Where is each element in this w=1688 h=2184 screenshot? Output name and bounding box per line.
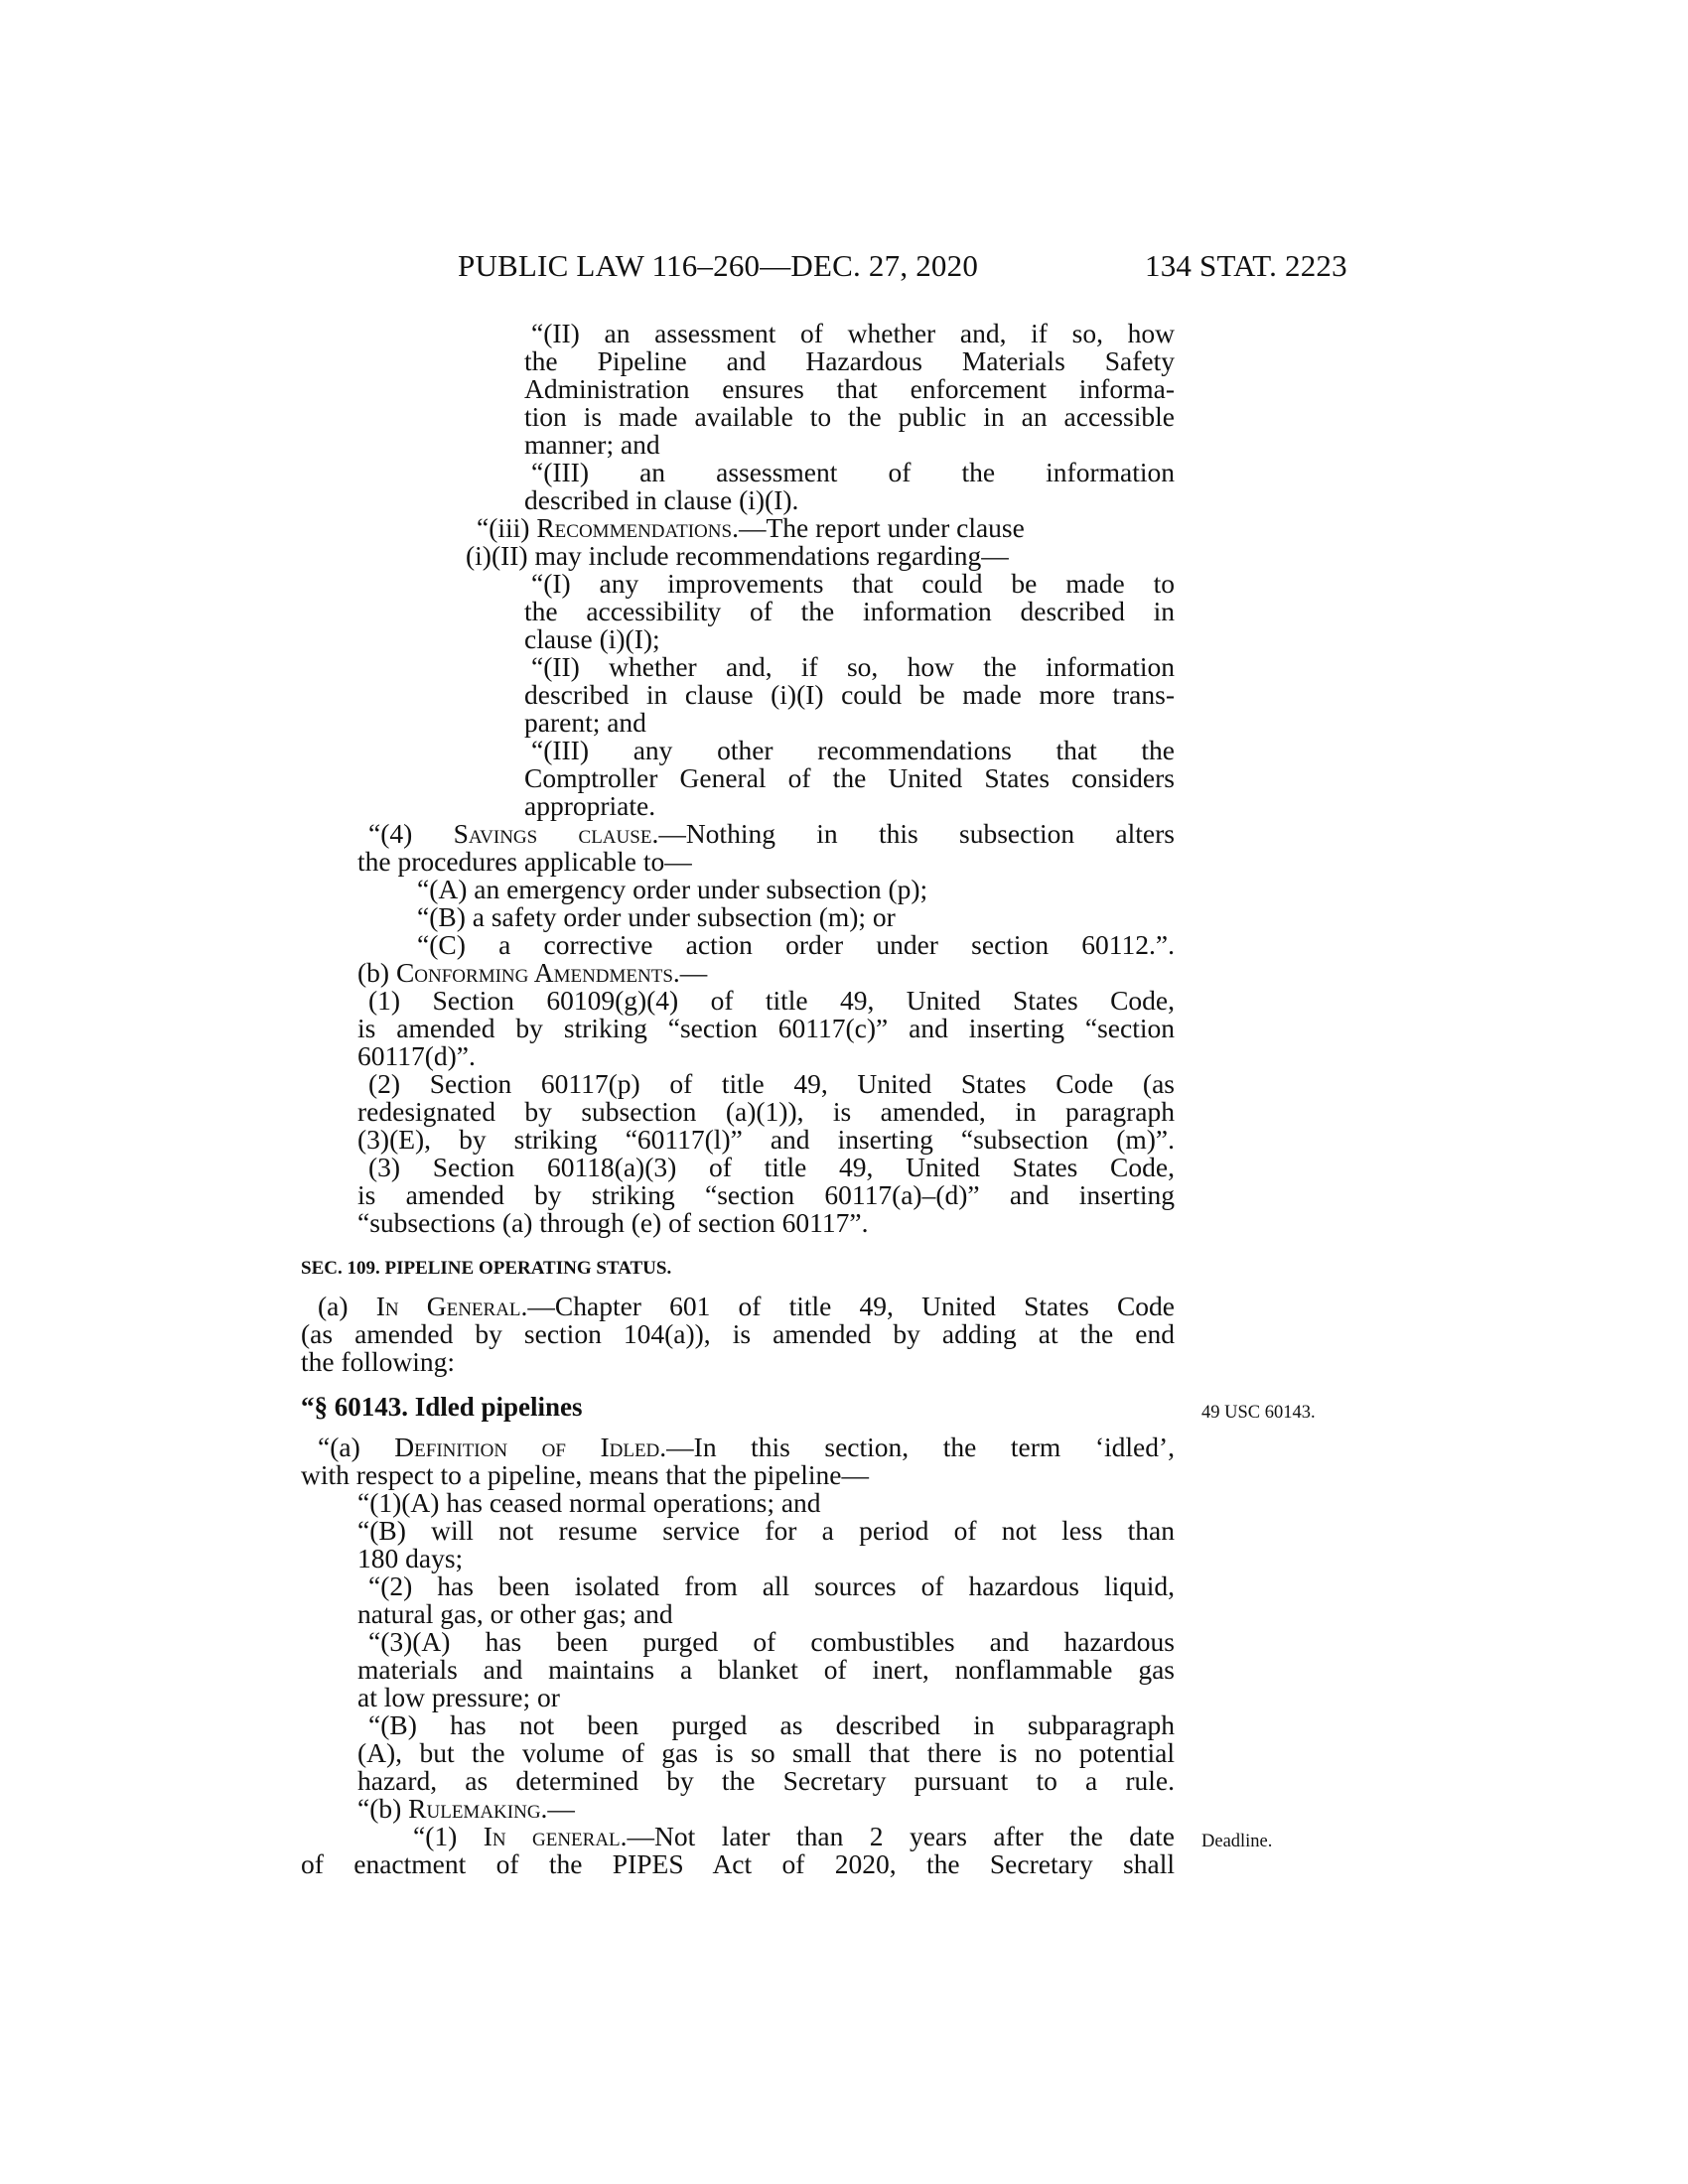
- paragraph-number: “(1): [413, 1821, 484, 1851]
- text-line: “(2) has been isolated from all sources of hazardous liquid,: [368, 1570, 1175, 1601]
- text-line: “(B) has not been purged as described in subparagraph: [368, 1709, 1175, 1740]
- text-line: “(A) an emergency order under subsection (p);: [417, 874, 928, 904]
- text-line: the procedures applicable to—: [357, 846, 692, 877]
- text-line: “(I) any improvements that could be made to: [531, 568, 1175, 599]
- text-line: (i)(II) may include recommendations regarding—: [466, 540, 1009, 571]
- code-section-title: “§ 60143. Idled pipelines: [301, 1392, 583, 1422]
- text-line: “(II) whether and, if so, how the information: [531, 651, 1175, 682]
- text-line: redesignated by subsection (a)(1)), is amended, in paragraph: [357, 1096, 1175, 1127]
- clause-heading: Recommendations: [536, 512, 733, 543]
- text-line: Administration ensures that enforcement informa-: [524, 373, 1175, 404]
- text-line: (2) Section 60117(p) of title 49, United States Code (as: [368, 1068, 1175, 1099]
- text-line: 180 days;: [357, 1543, 464, 1573]
- subsection-text: .—In this section, the term ‘idled’,: [659, 1432, 1175, 1462]
- text-line: natural gas, or other gas; and: [357, 1598, 673, 1629]
- text-line: described in clause (i)(I) could be made more trans-: [524, 679, 1175, 710]
- heading-line: [318, 1433, 1175, 1461]
- text-line: at low pressure; or: [357, 1682, 560, 1712]
- margin-note-usc: 49 USC 60143.: [1201, 1403, 1316, 1423]
- text-line: (3)(E), by striking “60117(l)” and inserting “subsection (m)”.: [357, 1124, 1175, 1155]
- text-line: appropriate.: [524, 790, 656, 821]
- margin-note-deadline: Deadline.: [1201, 1832, 1273, 1851]
- subsection-heading: Conforming Amendments: [395, 957, 673, 988]
- text-line: parent; and: [524, 707, 646, 738]
- text-line: hazard, as determined by the Secretary pursuant to a rule.: [357, 1765, 1175, 1796]
- text-line: (3) Section 60118(a)(3) of title 49, United States Code,: [368, 1152, 1175, 1182]
- text-line: “(1)(A) has ceased normal operations; and: [357, 1487, 821, 1518]
- text-line: materials and maintains a blanket of inert, nonflammable gas: [357, 1654, 1175, 1685]
- subsection-number: “(a): [318, 1432, 395, 1462]
- running-header-left: PUBLIC LAW 116–260—DEC. 27, 2020: [458, 248, 979, 283]
- section-heading: SEC. 109. PIPELINE OPERATING STATUS.: [301, 1258, 672, 1279]
- paragraph-number: “(4): [368, 818, 454, 849]
- subsection-number: (b): [357, 957, 396, 988]
- heading-line: [318, 1293, 1175, 1320]
- paragraph-text: .—Nothing in this subsection alters: [651, 818, 1175, 849]
- subsection-text: .—Chapter 601 of title 49, United States Code: [520, 1291, 1175, 1321]
- text-line: the following:: [301, 1346, 456, 1377]
- subsection-heading: Rulemaking: [408, 1793, 541, 1824]
- text-line: (A), but the volume of gas is so small that there is no potential: [357, 1737, 1175, 1768]
- heading-line: [368, 820, 1175, 848]
- subsection-text: .—: [540, 1793, 575, 1824]
- text-line: 60117(d)”.: [357, 1040, 476, 1071]
- text-line: (as amended by section 104(a)), is amended by adding at the end: [301, 1318, 1175, 1349]
- text-line: is amended by striking “section 60117(c)” and inserting “section: [357, 1013, 1175, 1043]
- heading-line: [477, 514, 1025, 542]
- subsection-heading: Definition of Idled: [394, 1432, 660, 1462]
- paragraph-heading: In general: [483, 1821, 621, 1851]
- text-line: of enactment of the PIPES Act of 2020, the Secretary shall: [301, 1848, 1175, 1879]
- text-line: (1) Section 60109(g)(4) of title 49, United States Code,: [368, 985, 1175, 1016]
- text-line: “(B) will not resume service for a period of not less than: [357, 1515, 1175, 1546]
- text-line: with respect to a pipeline, means that the pipeline—: [301, 1459, 869, 1490]
- subsection-text: .—: [672, 957, 708, 988]
- paragraph-heading: Savings clause: [453, 818, 652, 849]
- text-line: “(II) an assessment of whether and, if so, how: [531, 318, 1175, 348]
- text-line: “(B) a safety order under subsection (m); or: [417, 901, 896, 932]
- heading-line: [357, 959, 707, 987]
- clause-number: “(iii): [477, 512, 537, 543]
- text-line: “(C) a corrective action order under section 60112.”.: [417, 929, 1175, 960]
- text-line: “(III) any other recommendations that the: [531, 735, 1175, 765]
- text-line: the accessibility of the information described in: [524, 596, 1175, 626]
- text-line: “(3)(A) has been purged of combustibles and hazardous: [368, 1626, 1175, 1657]
- text-line: manner; and: [524, 429, 660, 460]
- running-header-right: 134 STAT. 2223: [1145, 248, 1347, 283]
- subsection-heading: In General: [375, 1291, 521, 1321]
- clause-text: .—The report under clause: [732, 512, 1025, 543]
- subsection-number: “(b): [357, 1793, 409, 1824]
- text-line: described in clause (i)(I).: [524, 484, 799, 515]
- paragraph-text: .—Not later than 2 years after the date: [620, 1821, 1175, 1851]
- text-line: Comptroller General of the United States considers: [524, 762, 1175, 793]
- text-line: “(III) an assessment of the information: [531, 457, 1175, 487]
- heading-line: [357, 1795, 575, 1823]
- heading-line: [413, 1823, 1175, 1850]
- text-line: the Pipeline and Hazardous Materials Safety: [524, 345, 1175, 376]
- text-line: tion is made available to the public in an accessible: [524, 401, 1175, 432]
- text-line: “subsections (a) through (e) of section 60117”.: [357, 1207, 869, 1238]
- text-line: is amended by striking “section 60117(a)–(d)” and inserting: [357, 1179, 1175, 1210]
- text-line: clause (i)(I);: [524, 623, 660, 654]
- subsection-number: (a): [318, 1291, 376, 1321]
